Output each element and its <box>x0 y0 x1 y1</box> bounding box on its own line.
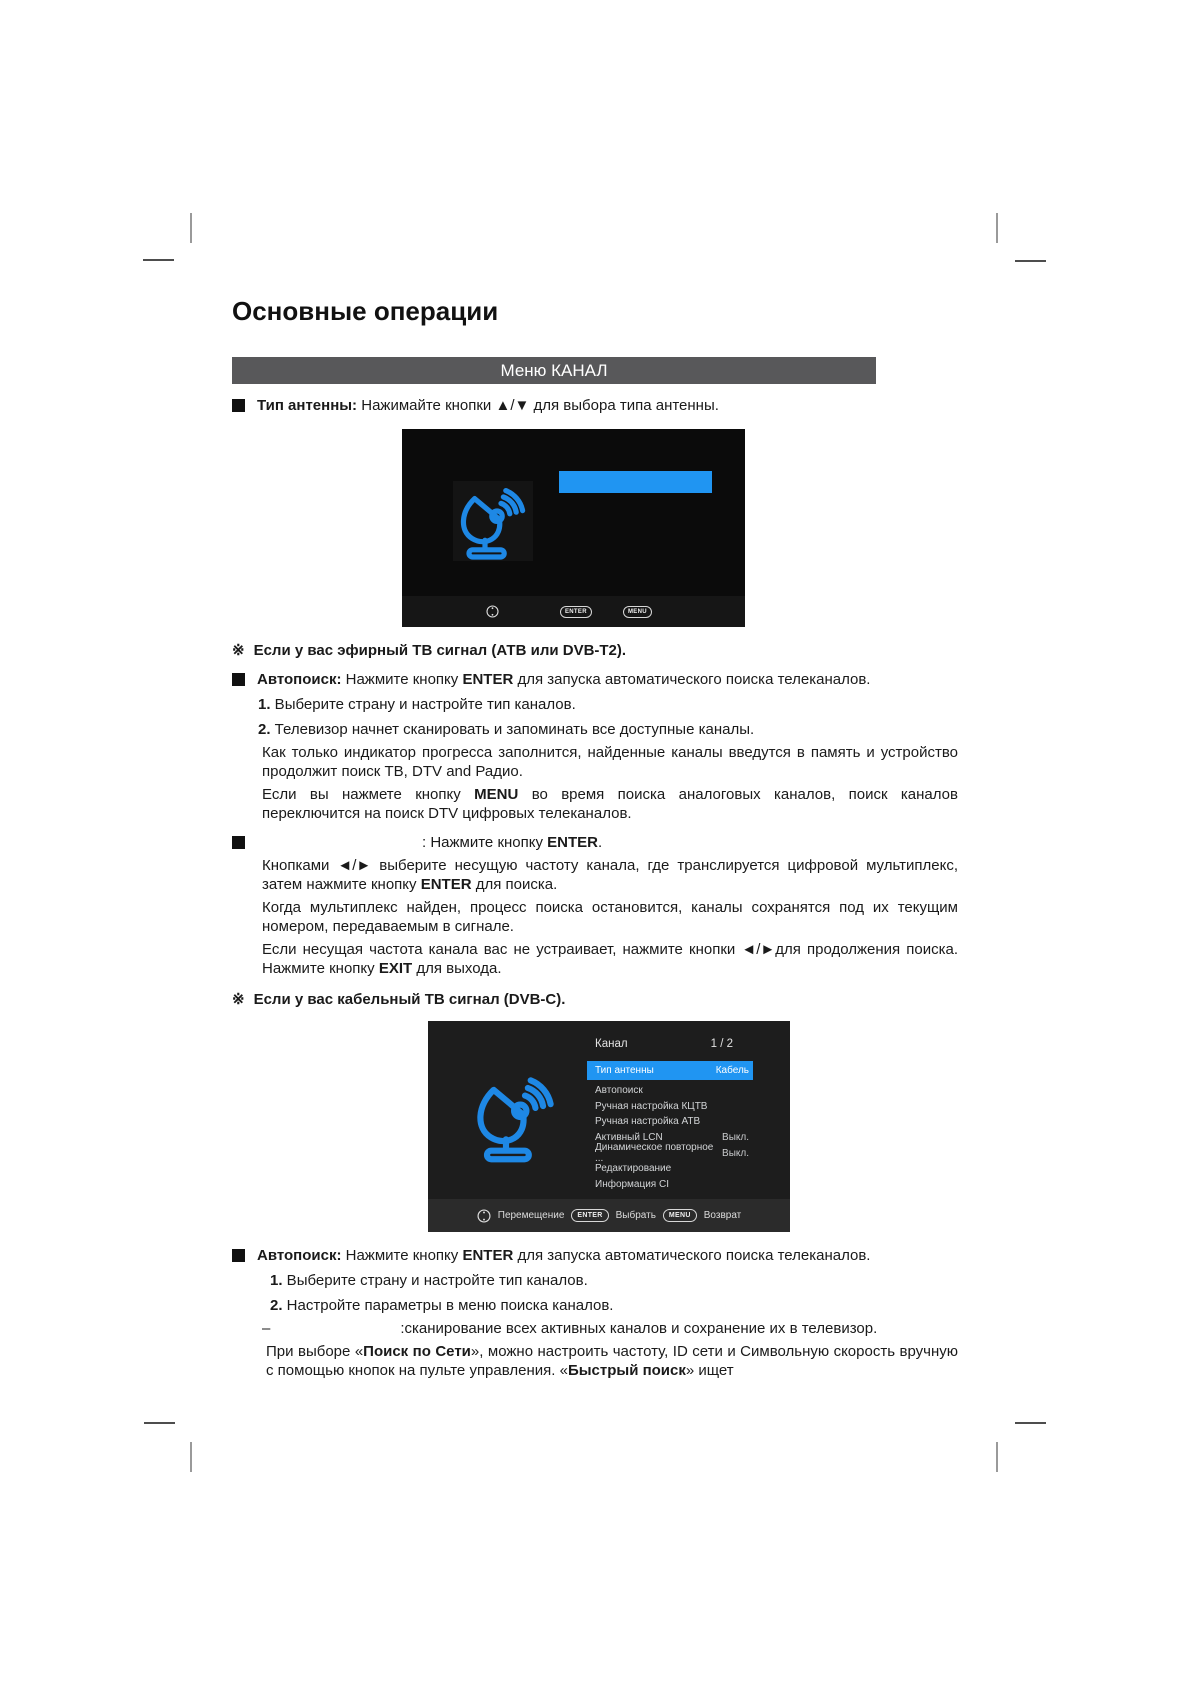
paragraph-exit <box>262 940 958 978</box>
autosearch-label: Автопоиск: <box>257 1247 342 1264</box>
menu-item-label: Динамическое повторное ... <box>595 1142 714 1165</box>
blank-label-space <box>270 1319 400 1338</box>
menu-item-row-selected <box>587 1061 753 1080</box>
step-text: Выберите страну и настройте тип каналов. <box>282 1272 588 1289</box>
hint-select-label: Выбрать <box>615 1210 656 1221</box>
dash-mark: – <box>262 1320 271 1337</box>
exit-key-word: EXIT <box>378 960 413 977</box>
step-number: 1. <box>270 1272 283 1289</box>
hint-move-label: Перемещение <box>497 1210 565 1221</box>
network-post: » ищет <box>685 1362 734 1379</box>
autosearch-post: для запуска автоматического поиска телеканалов. <box>513 671 871 688</box>
exit-pre: Если несущая частота канала вас не устраивает, нажмите кнопки ◄/►для продолжения поиска. Нажмите кнопку <box>262 941 958 977</box>
tv-screenshot-channel-menu <box>428 1021 790 1232</box>
satellite-icon-tile <box>468 1069 563 1169</box>
menu-item-value: Кабель <box>715 1065 749 1076</box>
dpad-icon <box>477 1209 491 1223</box>
note-cable <box>232 990 958 1009</box>
step-number: 1. <box>258 696 271 713</box>
paragraph-network-search <box>266 1342 958 1380</box>
step-2a <box>258 720 958 739</box>
menu-item-label: Активный LCN <box>595 1132 663 1144</box>
crop-mark-bottom-left-h <box>144 1422 175 1424</box>
autosearch-line-2 <box>232 1246 958 1265</box>
paragraph-multiplex: Когда мультиплекс найден, процесс поиска остановится, каналы сохранятся под их текущим номером, передаваемым в сигнале. <box>262 899 958 935</box>
paragraph-progress: Как только индикатор прогресса заполнится, найденные каналы введутся в память и устройство продолжит поиск ТВ, DTV and Радио. <box>262 744 958 780</box>
menu-key-badge: MENU <box>623 606 652 618</box>
menu-item-label: Ручная настройка АТВ <box>595 1116 701 1128</box>
step-text: Выберите страну и настройте тип каналов. <box>270 696 576 713</box>
crop-mark-bottom-left-v <box>190 1442 192 1472</box>
autosearch-text-1 <box>257 670 870 689</box>
page-indicator: 1 / 2 <box>710 1038 733 1050</box>
step-2b <box>270 1296 958 1315</box>
satellite-icon-tile <box>453 481 533 561</box>
exit-post: для выхода. <box>412 960 502 977</box>
network-search-term: Поиск по Сети <box>363 1343 471 1360</box>
manual-tune-text <box>257 833 602 852</box>
step-number: 2. <box>258 721 271 738</box>
network-pre: При выборе « <box>266 1343 364 1360</box>
manual-tune-post: . <box>598 834 603 851</box>
manual-tune-line <box>232 833 958 852</box>
enter-key-badge: ENTER <box>571 1209 608 1222</box>
menu-title: Канал <box>595 1038 628 1050</box>
menu-item-label: Автопоиск <box>595 1085 643 1097</box>
page-title: Основные операции <box>232 296 499 326</box>
step-1a <box>258 695 958 714</box>
satellite-dish-icon <box>453 481 533 561</box>
channel-menu-header <box>587 1038 753 1050</box>
menu-key-badge: MENU <box>663 1209 697 1222</box>
tv1-hint-bar <box>402 596 745 627</box>
bullet-square-icon <box>232 1249 245 1262</box>
satellite-dish-icon <box>468 1069 563 1164</box>
crop-mark-top-right-h <box>1015 260 1046 262</box>
menu-item-row <box>587 1099 753 1115</box>
autosearch-line-1 <box>232 670 958 689</box>
enter-key-badge: ENTER <box>560 606 592 618</box>
step-text: Настройте параметры в меню поиска каналов. <box>282 1297 614 1314</box>
menu-switch-pre: Если вы нажмете кнопку <box>262 786 475 803</box>
network-mid: », можно настроить частоту, ID сети и Символьную скорость вручную с помощью кнопок на пульте управления. « <box>266 1343 958 1379</box>
quick-search-term: Быстрый поиск <box>567 1362 686 1379</box>
menu-key-word: MENU <box>474 786 519 803</box>
step-number: 2. <box>270 1297 283 1314</box>
bullet-square-icon <box>232 399 245 412</box>
autosearch-pre: Нажмите кнопку <box>341 1247 463 1264</box>
tv2-hint-bar <box>428 1199 790 1232</box>
page-content <box>232 296 958 1380</box>
menu-switch-post: во время поиска аналоговых каналов, поиск каналов переключится на поиск DTV цифровых телеканалов. <box>262 786 958 822</box>
menu-item-label: Информация CI <box>595 1178 670 1190</box>
menu-item-row <box>587 1083 753 1099</box>
tv-screenshot-antenna-type <box>402 429 745 627</box>
autosearch-pre: Нажмите кнопку <box>341 671 463 688</box>
menu-item-value: Выкл. <box>722 1147 749 1159</box>
enter-key-word: ENTER <box>547 834 598 851</box>
manual-tune-pre: : Нажмите кнопку <box>422 834 548 851</box>
crop-mark-top-right-v <box>996 213 998 243</box>
menu-item-row <box>587 1142 753 1165</box>
enter-key-word: ENTER <box>462 671 514 688</box>
paragraph-frequency <box>262 856 958 894</box>
frequency-post: для поиска. <box>471 876 558 893</box>
note-cable-text: Если у вас кабельный ТВ сигнал (DVB-C). <box>253 991 566 1008</box>
enter-key-word: ENTER <box>420 876 472 893</box>
crop-mark-bottom-right-v <box>996 1442 998 1472</box>
hint-back-label: Возврат <box>703 1210 742 1221</box>
note-terrestrial-text: Если у вас эфирный ТВ сигнал (АТВ или DVB-T2). <box>253 642 627 659</box>
menu-item-row <box>587 1177 753 1193</box>
menu-item-label: Ручная настройка КЦТВ <box>595 1100 708 1112</box>
reference-mark-icon: ※ <box>232 991 245 1008</box>
step-text: Телевизор начнет сканировать и запоминать все доступные каналы. <box>270 721 755 738</box>
channel-menu-column <box>587 1038 753 1192</box>
reference-mark-icon: ※ <box>232 642 245 659</box>
note-terrestrial <box>232 641 958 660</box>
paragraph-menu-switch <box>262 785 958 823</box>
crop-mark-top-left-v <box>190 213 192 243</box>
frequency-pre: Кнопками ◄/► выберите несущую частоту канала, где транслируется цифровой мультиплекс, затем нажмите кнопку <box>262 857 958 893</box>
menu-item-label: Редактирование <box>595 1163 672 1175</box>
menu-item-label: Тип антенны <box>595 1065 654 1076</box>
bullet-square-icon <box>232 673 245 686</box>
antenna-type-text <box>257 396 719 415</box>
autosearch-post: для запуска автоматического поиска телеканалов. <box>513 1247 871 1264</box>
bullet-square-icon <box>232 836 245 849</box>
menu-item-value: Выкл. <box>722 1132 749 1144</box>
antenna-type-body: Нажимайте кнопки ▲/▼ для выбора типа антенны. <box>357 397 719 414</box>
enter-key-word: ENTER <box>462 1247 514 1264</box>
step-1b <box>270 1271 958 1290</box>
network-scan-text: :сканирование всех активных каналов и сохранение их в телевизор. <box>400 1320 878 1337</box>
autosearch-text-2 <box>257 1246 870 1265</box>
antenna-highlight-bar <box>559 471 712 493</box>
dpad-icon <box>486 605 499 618</box>
menu-item-row <box>587 1161 753 1177</box>
section-header-bar: Меню КАНАЛ <box>232 357 876 384</box>
antenna-type-line <box>232 396 958 415</box>
network-scan-line <box>262 1319 958 1338</box>
menu-item-row <box>587 1114 753 1130</box>
antenna-type-label: Тип антенны: <box>257 397 358 414</box>
crop-mark-bottom-right-h <box>1015 1422 1046 1424</box>
autosearch-label: Автопоиск: <box>257 671 342 688</box>
crop-mark-top-left-h <box>143 259 174 261</box>
